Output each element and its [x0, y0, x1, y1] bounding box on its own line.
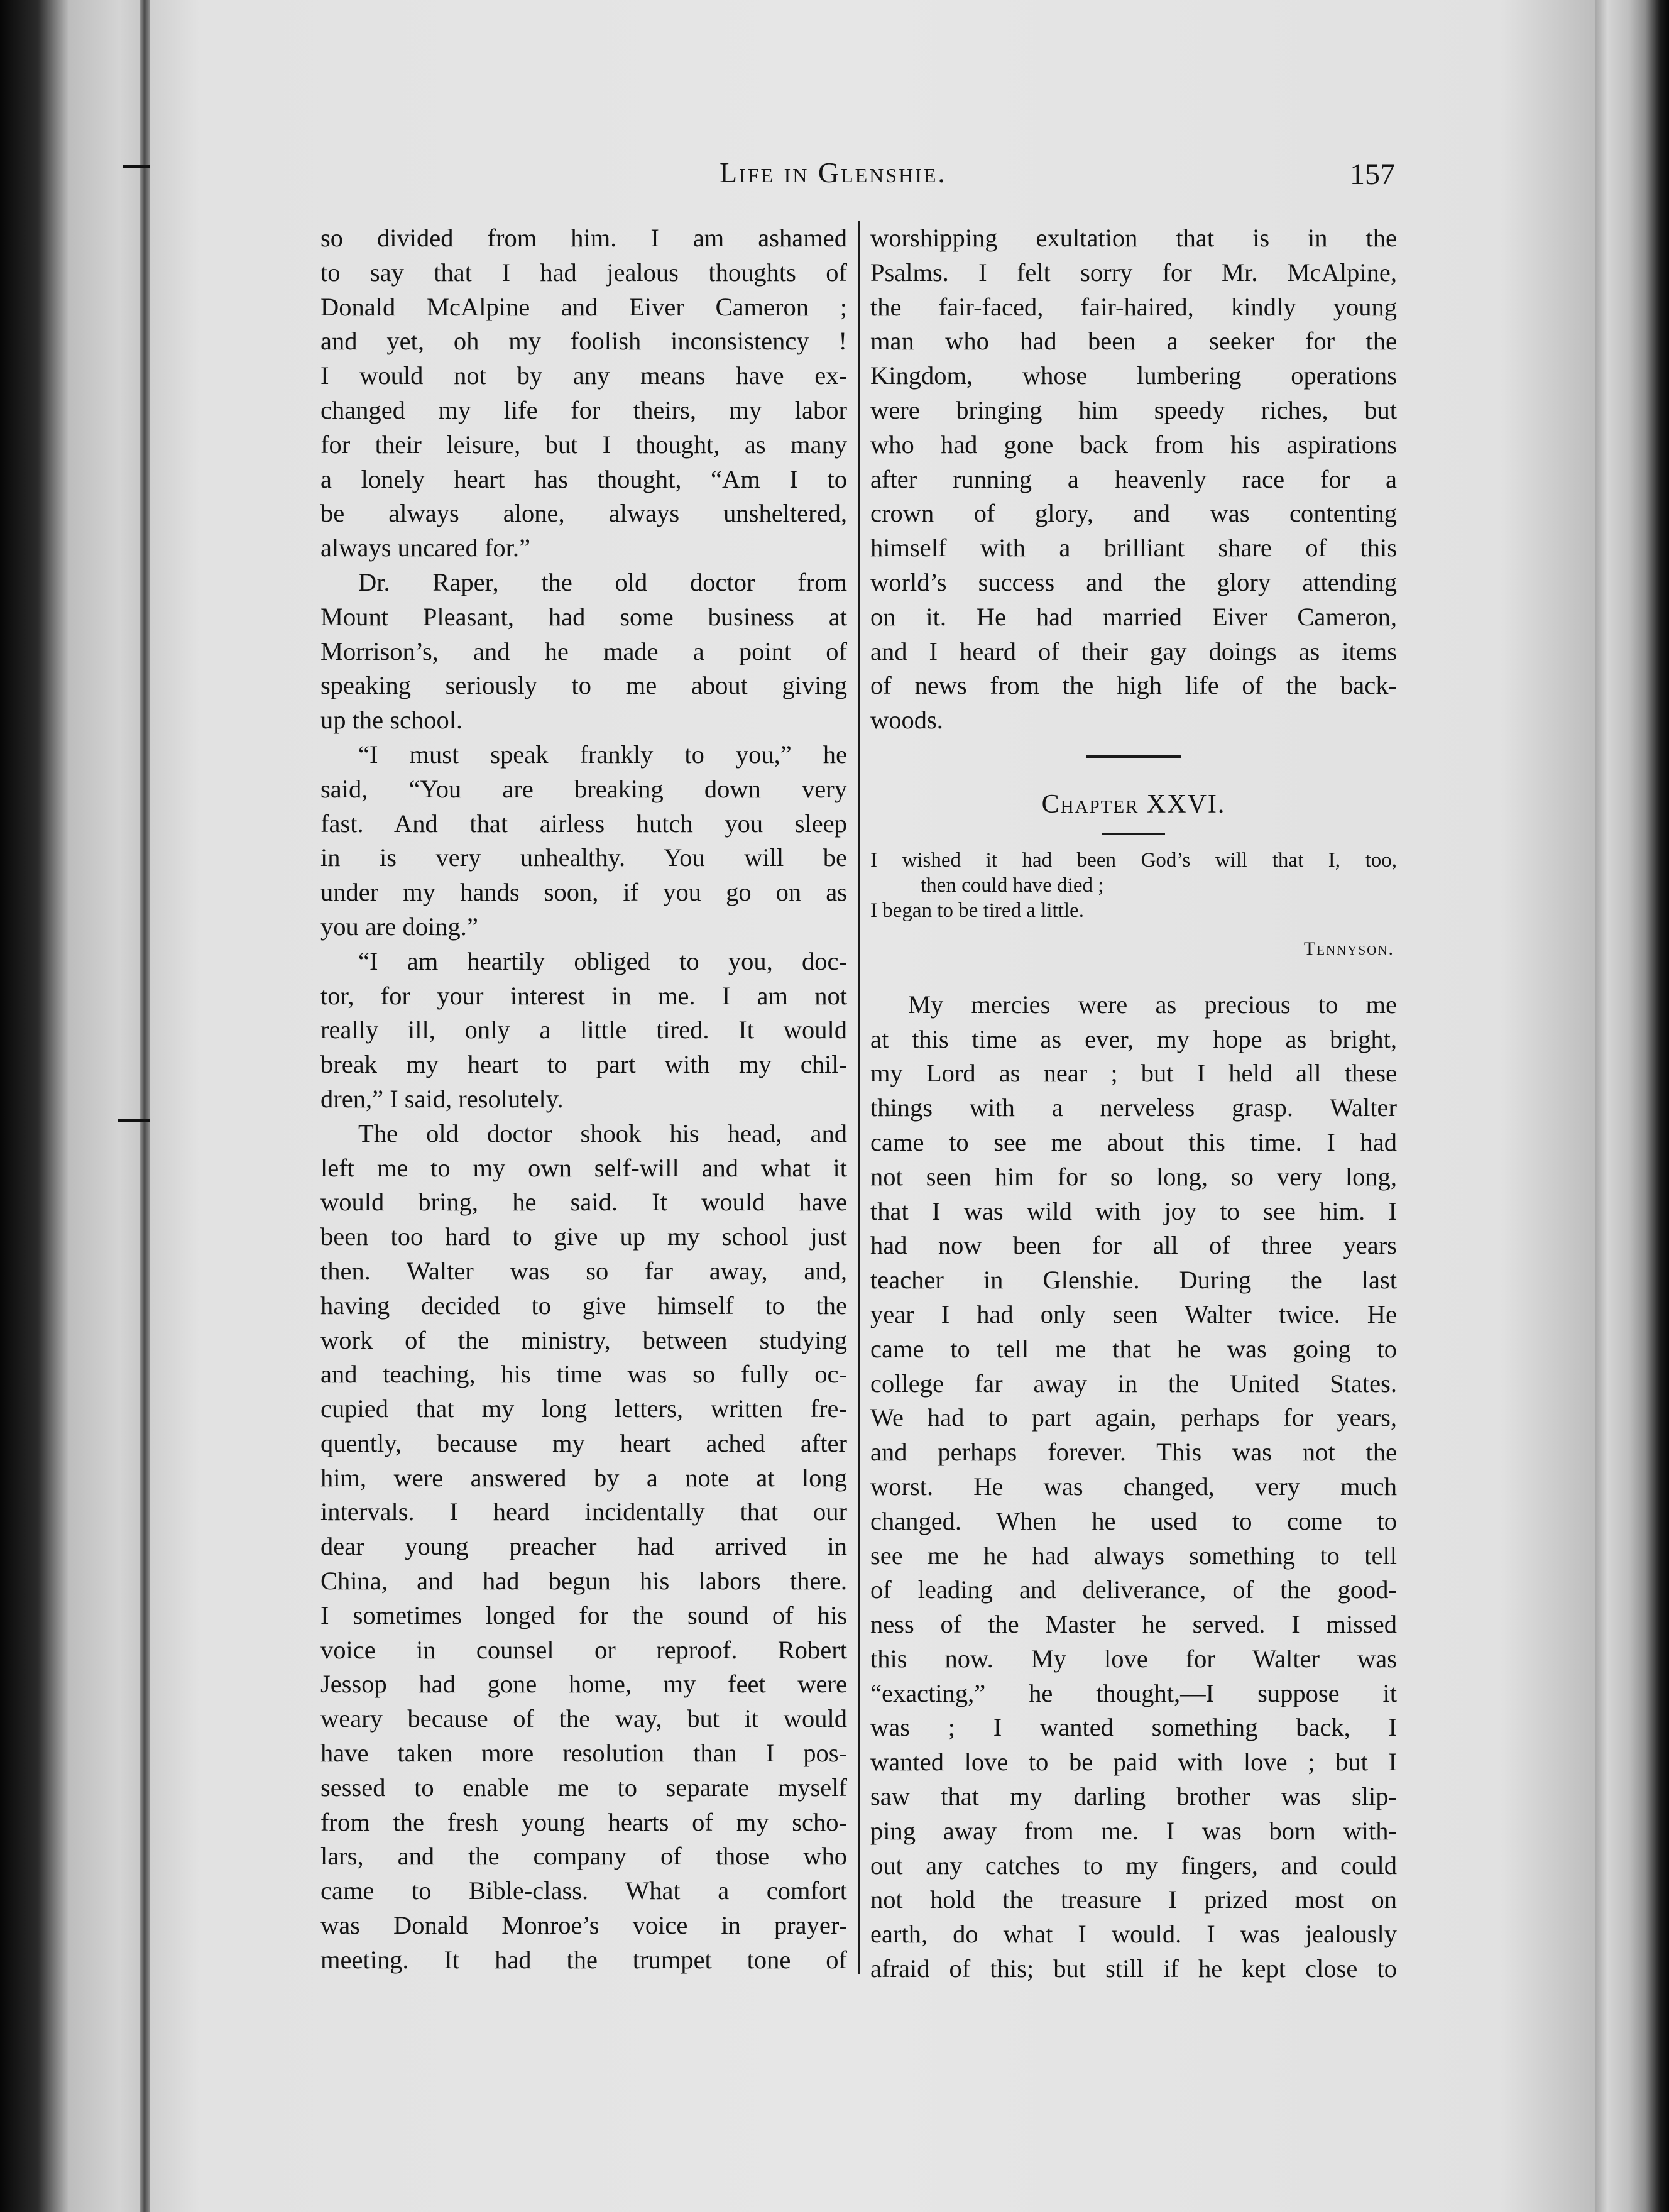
- epigraph-line: I wished it had been God’s will that I, too,: [870, 848, 1397, 872]
- text-line: him, were answered by a note at long: [320, 1463, 847, 1492]
- text-line: meeting. It had the trumpet tone of: [320, 1945, 847, 1974]
- text-line: break my heart to part with my chil-: [320, 1050, 847, 1079]
- text-line: and perhaps forever. This was not the: [870, 1438, 1397, 1467]
- text-line: of news from the high life of the back-: [870, 671, 1397, 700]
- text-line: intervals. I heard incidentally that our: [320, 1497, 847, 1526]
- text-line: Kingdom, whose lumbering operations: [870, 361, 1397, 390]
- epigraph-line: I began to be tired a little.: [870, 899, 1084, 922]
- text-line: crown of glory, and was contenting: [870, 499, 1397, 528]
- text-line: year I had only seen Walter twice. He: [870, 1300, 1397, 1328]
- text-line: I sometimes longed for the sound of his: [320, 1601, 847, 1629]
- text-line: Mount Pleasant, had some business at: [320, 602, 847, 631]
- chapter-heading-block: [870, 738, 1397, 988]
- text-line: was ; I wanted something back, I: [870, 1713, 1397, 1742]
- text-line: came to Bible-class. What a comfort: [320, 1876, 847, 1905]
- text-line: saw that my darling brother was slip-: [870, 1782, 1397, 1811]
- text-line: out any catches to my fingers, and could: [870, 1851, 1397, 1880]
- running-head: Life in Glenshie.: [720, 156, 947, 189]
- text-line: that I was wild with joy to see him. I: [870, 1196, 1397, 1225]
- text-line: the fair-faced, fair-haired, kindly young: [870, 292, 1397, 321]
- text-line: wanted love to be paid with love ; but I: [870, 1748, 1397, 1777]
- text-line: came to tell me that he was going to: [870, 1334, 1397, 1363]
- text-line: not hold the treasure I prized most on: [870, 1885, 1397, 1914]
- text-line: sessed to enable me to separate myself: [320, 1773, 847, 1802]
- text-line: be always alone, always unsheltered,: [320, 499, 847, 528]
- text-line: college far away in the United States.: [870, 1369, 1397, 1398]
- text-line: in is very unhealthy. You will be: [320, 843, 847, 872]
- page-edge-right: [1595, 0, 1669, 2212]
- text-line: teacher in Glenshie. During the last: [870, 1266, 1397, 1295]
- text-line: who had gone back from his aspirations: [870, 430, 1397, 459]
- text-line: dear young preacher had arrived in: [320, 1532, 847, 1561]
- page-number: 157: [1350, 158, 1395, 191]
- text-line: “exacting,” he thought,—I suppose it: [870, 1678, 1397, 1707]
- chapter-title: Chapter XXVI.: [1041, 789, 1226, 819]
- text-line: see me he had always something to tell: [870, 1541, 1397, 1570]
- text-line: changed. When he used to come to: [870, 1506, 1397, 1535]
- right-column-text-top: [870, 221, 1397, 738]
- text-line: were bringing him speedy riches, but: [870, 395, 1397, 424]
- text-line: Psalms. I felt sorry for Mr. McAlpine,: [870, 258, 1397, 287]
- text-line: Morrison’s, and he made a point of: [320, 637, 847, 665]
- text-line: The old doctor shook his head, and: [358, 1119, 847, 1147]
- text-line: “I am heartily obliged to you, doc-: [358, 946, 847, 975]
- text-line: have taken more resolution than I pos-: [320, 1739, 847, 1768]
- text-line: came to see me about this time. I had: [870, 1127, 1397, 1156]
- text-line: China, and had begun his labors there.: [320, 1567, 847, 1596]
- text-line: fast. And that airless hutch you sleep: [320, 809, 847, 838]
- text-line: world’s success and the glory attending: [870, 567, 1397, 596]
- text-line: was Donald Monroe’s voice in prayer-: [320, 1911, 847, 1940]
- text-line: things with a nerveless grasp. Walter: [870, 1093, 1397, 1122]
- epigraph: [870, 848, 1397, 923]
- text-line: changed my life for theirs, my labor: [320, 395, 847, 424]
- text-line: work of the ministry, between studying: [320, 1325, 847, 1354]
- text-line: been too hard to give up my school just: [320, 1222, 847, 1251]
- text-line: “I must speak frankly to you,” he: [358, 740, 847, 769]
- text-line: under my hands soon, if you go on as: [320, 878, 847, 907]
- text-line: and I heard of their gay doings as items: [870, 637, 1397, 665]
- text-line: speaking seriously to me about giving: [320, 671, 847, 700]
- text-line: to say that I had jealous thoughts of: [320, 258, 847, 287]
- text-line: had now been for all of three years: [870, 1231, 1397, 1260]
- text-line: afraid of this; but still if he kept close to: [870, 1954, 1397, 1983]
- text-line: not seen him for so long, so very long,: [870, 1162, 1397, 1191]
- text-line: weary because of the way, but it would: [320, 1704, 847, 1733]
- right-column-text-bottom: [870, 988, 1397, 1986]
- text-line: Dr. Raper, the old doctor from: [358, 567, 847, 596]
- text-line: ping away from me. I was born with-: [870, 1816, 1397, 1845]
- text-line: from the fresh young hearts of my scho-: [320, 1807, 847, 1836]
- text-line: this now. My love for Walter was: [870, 1644, 1397, 1673]
- text-line: earth, do what I would. I was jealously: [870, 1920, 1397, 1949]
- text-line: for their leisure, but I thought, as many: [320, 430, 847, 459]
- text-line: tor, for your interest in me. I am not: [320, 981, 847, 1010]
- facing-page-edge: [0, 0, 140, 2212]
- text-line: worst. He was changed, very much: [870, 1472, 1397, 1501]
- text-line: and teaching, his time was so fully oc-: [320, 1360, 847, 1389]
- text-line: of leading and deliverance, of the good-: [870, 1575, 1397, 1604]
- text-line: Donald McAlpine and Eiver Cameron ;: [320, 292, 847, 321]
- text-line: a lonely heart has thought, “Am I to: [320, 464, 847, 493]
- text-line: always uncared for.”: [320, 534, 530, 562]
- text-line: having decided to give himself to the: [320, 1291, 847, 1320]
- left-column: [320, 221, 847, 1978]
- text-line: so divided from him. I am ashamed: [320, 224, 847, 252]
- text-line: my Lord as near ; but I held all these: [870, 1059, 1397, 1088]
- epigraph-line: then could have died ;: [921, 873, 1104, 897]
- text-line: and yet, oh my foolish inconsistency !: [320, 327, 847, 356]
- text-line: Jessop had gone home, my feet were: [320, 1670, 847, 1699]
- text-line: worshipping exultation that is in the: [870, 224, 1397, 252]
- text-line: We had to part again, perhaps for years,: [870, 1403, 1397, 1432]
- binding-gutter: [140, 0, 150, 2212]
- text-line: up the school.: [320, 706, 463, 735]
- column-divider: [858, 221, 860, 1974]
- text-line: lars, and the company of those who: [320, 1842, 847, 1871]
- text-line: voice in counsel or reproof. Robert: [320, 1635, 847, 1664]
- text-line: ness of the Master he served. I missed: [870, 1610, 1397, 1639]
- text-line: quently, because my heart ached after: [320, 1428, 847, 1457]
- text-line: said, “You are breaking down very: [320, 774, 847, 803]
- text-line: really ill, only a little tired. It would: [320, 1016, 847, 1044]
- text-line: would bring, he said. It would have: [320, 1188, 847, 1217]
- text-line: then. Walter was so far away, and,: [320, 1256, 847, 1285]
- text-line: My mercies were as precious to me: [908, 990, 1397, 1019]
- text-line: cupied that my long letters, written fre-: [320, 1394, 847, 1423]
- text-line: I would not by any means have ex-: [320, 361, 847, 390]
- text-line: woods.: [870, 706, 943, 735]
- epigraph-attribution: Tennyson.: [1303, 938, 1394, 959]
- text-line: dren,” I said, resolutely.: [320, 1084, 564, 1113]
- text-line: man who had been a seeker for the: [870, 327, 1397, 356]
- right-column: [870, 221, 1397, 1986]
- text-line: after running a heavenly race for a: [870, 464, 1397, 493]
- text-line: left me to my own self-will and what it: [320, 1153, 847, 1182]
- text-line: at this time as ever, my hope as bright,: [870, 1024, 1397, 1053]
- text-line: you are doing.”: [320, 912, 478, 941]
- text-line: himself with a brilliant share of this: [870, 534, 1397, 562]
- text-line: on it. He had married Eiver Cameron,: [870, 602, 1397, 631]
